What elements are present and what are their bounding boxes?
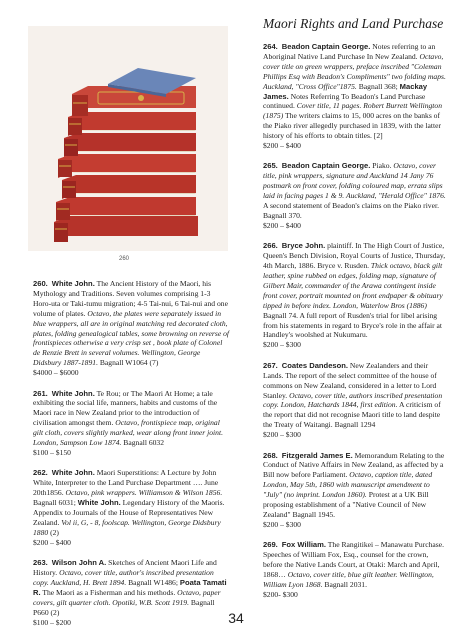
lot-estimate: $200 – $300 [263, 340, 301, 350]
lot-entry [263, 241, 447, 350]
lot-author: White John. [51, 468, 95, 478]
lot-description-italic: Octavo, the plates were separately issued in blue wrappers, all are in original matching red decorated cloth, plates, folding genealogical tables, some browning on reverse of frontispieces otherwise a very crisp set , book plate of Colonel de Renzie Brett in several volumes. Wellington, George Didsbury 1887-1891. [33, 308, 230, 368]
books-illustration [28, 26, 228, 251]
lot-description: plaintiff. In The High Court of Justice, Queen's Bench Division, Royal Courts of Justice, Thursday, 4th March, 1886. Bryce v. Rusden. [263, 241, 446, 271]
lot-description: New Zealanders and their Lands. The report of the select committee of the house of commons on New Zealand, considered in a letter to Lord Stanley. [263, 360, 437, 400]
lot-description: Maori Superstitions: A Lecture by John White, Interpreter to the Land Purchase Department …. June 20th1856. [33, 468, 219, 498]
lot-estimate: $4000 – $6000 [33, 368, 79, 378]
lot-number: 269. [263, 540, 278, 550]
lot-description-italic: Thick octavo, black gilt leather, spine rubbed on edges, folding map, signature of Gilbert Mair, commander of the Arawa contingent inside front cover, portrait mounted on front endpaper & obituary tipped in before index. London, Waterlow Bros (1886) [263, 261, 443, 310]
lot-author: Beadon Captain George. [281, 42, 371, 51]
lot-number: 266. [263, 241, 278, 251]
lot-entry [33, 468, 230, 547]
lot-description-italic: Cover title, 11 pages. Robert Burrett Wellington (1875) [263, 101, 442, 121]
lot-description-italic: Vol ii, G, - 8, foolscap. Wellington, George Didsbury 1880 [33, 517, 221, 537]
lot-estimate: $200 – $300 [263, 430, 301, 440]
lot-author: Fox William. [281, 540, 327, 550]
lot-entry [263, 540, 447, 599]
lot-description-italic: Octavo, cover title, author's inscribed presentation copy. Auckland, H. Brett 1894. [33, 568, 214, 587]
lot-description-italic: Octavo, cover title on green wrappers, preface inscribed "Coleman Phillips Esq with Beadon's Compliments" two folding maps. Auckland, "Cross Office"1875. [263, 51, 446, 91]
lot-estimate: $100 – $200 [33, 617, 71, 627]
lot-estimate: $200 – $400 [33, 537, 71, 547]
lot-estimate: $200 – $300 [263, 519, 301, 529]
photo-caption: 260 [118, 256, 129, 262]
lot-estimate: $200 – $400 [263, 141, 301, 151]
lot-description: Bagnall 6031; [33, 498, 78, 508]
lot-number: 267. [263, 360, 278, 370]
lot-estimate: $100 – $150 [33, 448, 71, 457]
lot-description: Bagnall 74. A full report of Rusden's trial for libel arising from his statements in regard to Bryce's role in the affair at Handley's woolshed at Nukumaru. [263, 310, 442, 340]
lot-description-italic: Octavo, caption title, dated London, May 5th, 1860 with manuscript amendment to "July" (no imprint. London 1860). [263, 470, 433, 500]
lot-description: The writers claims to 15, 000 acres on the banks of the Piako river allegedly purchased in 1839, with the latter history of his efforts to obtain titles. [2] [263, 111, 441, 141]
lot-number: 263. [33, 558, 48, 568]
lot-number: 268. [263, 450, 278, 460]
lot-description-italic: Octavo, cover title, authors inscribed presentation copy. London, Hatchards 1844, first edition. [263, 390, 443, 410]
lot-description: Notes referring to an Aboriginal Native Land Purchase In New Zealand. [263, 42, 436, 61]
lot-estimate: $200 – $400 [263, 220, 301, 230]
lot-description-italic: Octavo, cover title, pink wrappers, signature and Auckland 14 Jany 76 postmark on front cover, folding coloured map, errata slips laid in facing pages 1 & 9. Auckland, "Herald Office" 1876. [263, 161, 446, 201]
stacked-books-photo [28, 26, 228, 251]
right-column [263, 42, 447, 610]
lot-secondary-author: Mackay James. [263, 81, 428, 101]
lot-description: Notes Referring To Beadon's Land Purchase continued. [263, 91, 426, 111]
lot-description: Bagnall P660 (2) [33, 597, 215, 617]
lot-number: 264. [263, 42, 278, 51]
lot-description: Piako. [370, 161, 394, 171]
lot-author: Beadon Captain George. [281, 161, 371, 171]
lot-number: 265. [263, 161, 278, 171]
lot-author: Wilson John A. [51, 558, 107, 568]
lot-description: A second statement of Beadon's claims on the Piako river. Bagnall 370. [263, 201, 439, 220]
lot-entry [263, 161, 447, 230]
lot-entry [263, 451, 447, 530]
lot-number: 261. [33, 388, 48, 398]
lot-description: Bagnall W1064 (7) [97, 358, 159, 368]
lot-entry [33, 279, 230, 378]
lot-author: Bryce John. [281, 241, 326, 251]
lot-description-italic: Octavo, cover title, blue gilt leather. Wellington, William Lyon 1868. [263, 570, 434, 589]
lot-author: Fitzgerald James E. [281, 450, 353, 460]
lot-description: Memorandum Relating to the Conduct of Native Affairs in New Zealand, as affected by a Bill now before Parliament. [263, 450, 445, 480]
lot-secondary-author: White John. [77, 498, 121, 508]
lot-description: Bagnall W1486; [126, 577, 180, 587]
lot-estimate: $200- $300 [263, 589, 298, 599]
lot-description: Bagnall 2031. [322, 579, 367, 589]
lot-description: (2) [48, 527, 59, 537]
lot-number: 260. [33, 279, 48, 288]
lot-secondary-author: Poata Tamati R. [33, 577, 227, 597]
lot-entry [263, 42, 447, 151]
lot-description-italic: Octavo, paper covers, gilt quarter cloth. Opotiki, W.B. Scott 1919. [33, 587, 221, 607]
lot-description-italic: Octavo, frontispiece map, original gilt cloth, covers slightly marked, wear along front inner joint. London, Sampson Low 1874. [33, 418, 223, 448]
lot-description: The Ancient History of the Maori, his Mythology and Traditions. Seven volumes comprising 1-3 Horo-uta or Taki-tumu migration; 4-5 Tai-nui, 6 Tai-nui and one volume of plates. [33, 279, 228, 318]
page-number: 34 [228, 610, 244, 626]
lot-author: White John. [51, 279, 95, 288]
lot-description: Bagnall 6032 [121, 438, 165, 448]
lot-description: Legendary History of the Maoris. Appendix to Journals of the House of Representatives New Zealand. [33, 498, 225, 527]
section-title: Maori Rights and Land Purchase [263, 16, 444, 31]
lot-entry [33, 389, 230, 458]
lot-description: Sketches of Ancient Maori Life and History. [33, 558, 217, 578]
lot-author: White John. [51, 388, 95, 398]
lot-description: The Maori as a Fisherman and his methods. [40, 587, 178, 597]
lot-description: Bagnall 368; [356, 81, 400, 91]
lot-description: The Rangitikei – Manawatu Purchase. Speeches of William Fox, Esq., counsel for the crown, before the Native Lands Court, at Otaki: March and April, 1868… [263, 540, 444, 579]
left-column [33, 279, 230, 638]
lot-entry [263, 361, 447, 440]
lot-author: Coates Dandeson. [281, 360, 349, 370]
lot-description: A criticism of the report that did not recognise Maori title to land despite the Treaty of Waitangi. Bagnall 1294 [263, 400, 441, 430]
lot-description: Te Rou; or The Maori At Home; a tale exhibiting the social life, manners, habits and customs of the Maori race in New Zealand prior to the introduction of civilisation amongst them. [33, 388, 218, 428]
lot-description-italic: Octavo, pink wrappers. Williamson & Wilson 1856. [65, 488, 223, 498]
lot-number: 262. [33, 468, 48, 478]
lot-entry [33, 558, 230, 627]
lot-description: Protest at a UK Bill proposing establishment of a "Native Council of New Zealand" Bagnall 1945. [263, 490, 429, 519]
